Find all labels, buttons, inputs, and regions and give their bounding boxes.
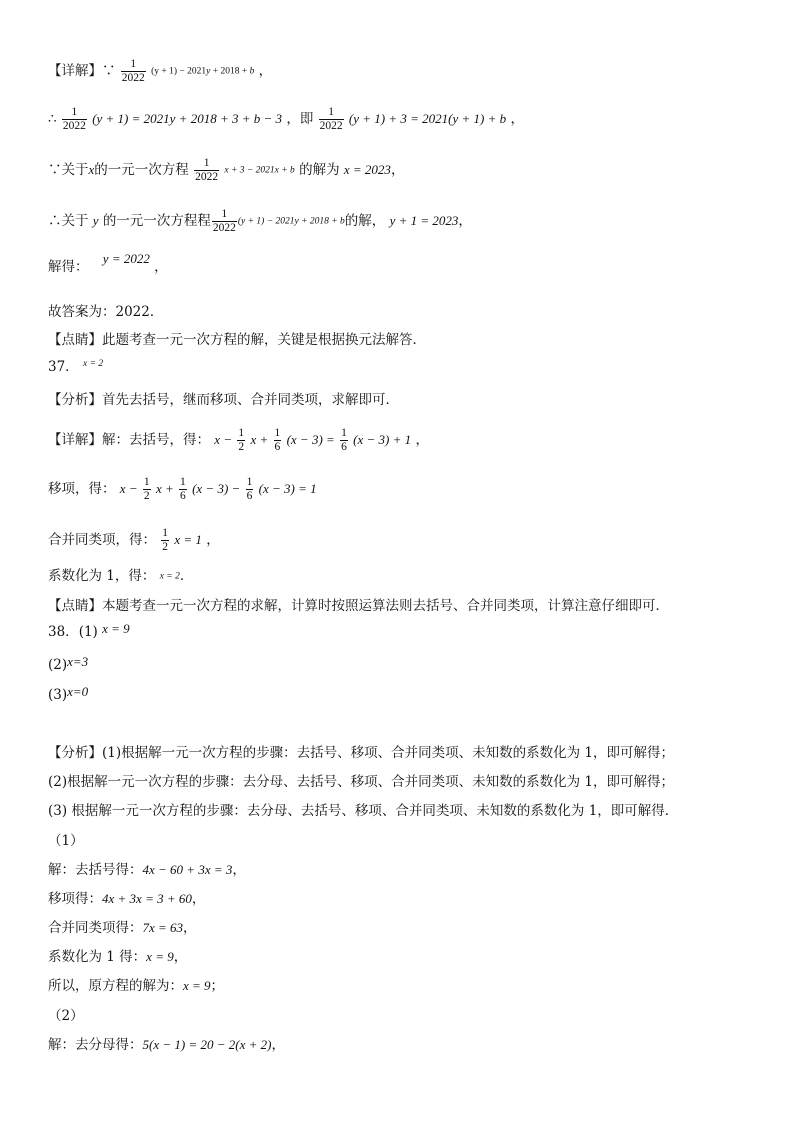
equation: x + 3 − 2021x + b: [224, 165, 295, 176]
line-2: ∴ $\frac{1}{2022}$ (y + 1) = 2021y + 2018 + 3 + b − 3 ，即 $\frac{1}{2022}$ (y + 1) + 3 = 2021(y + 1) + b ，: [48, 106, 524, 132]
part-2-heading: （2）: [48, 1008, 84, 1024]
fraction: $\frac{1}{6}$: [180, 476, 186, 502]
fraction: $\frac{1}{2022}$: [121, 58, 145, 84]
solution: y + 1 = 2023: [389, 213, 459, 228]
fraction: $\frac{1}{6}$: [341, 427, 347, 453]
solution: x = 2023: [343, 162, 391, 177]
question-38-part-1: 38．(1) x = 9: [48, 621, 130, 640]
line-9: 【分析】首先去括号，继而移项、合并同类项，求解即可．: [48, 392, 399, 408]
fraction: $\frac{1}{6}$: [274, 427, 281, 453]
question-37: 37． $^{x = 2}$: [48, 358, 104, 375]
equation: x = 9: [183, 978, 211, 993]
line-11: 移项，得： x − $\frac{1}{2}$ x + $\frac{1}{6}$ (x − 3) − $\frac{1}{6}$ (x − 3) = 1: [48, 476, 317, 502]
line-5: 解得： y = 2022 ，: [48, 251, 168, 275]
fraction: $\frac{1}{2}$: [143, 476, 150, 502]
equation: (y + 1) − 2021y + 2018 + b: [237, 216, 345, 227]
fraction: $\frac{1}{2022}$: [62, 106, 86, 132]
line-22: 解：去括号得：4x − 60 + 3x = 3，: [48, 862, 246, 878]
answer: x=0: [67, 684, 89, 699]
equation: (y + 1) − 2021: [151, 66, 207, 77]
line-14: 【点睛】本题考查一元一次方程的求解，计算时按照运算法则去括号、合并同类项，计算注意仔细即可．: [48, 598, 669, 614]
line-26: 所以，原方程的解为：x = 9；: [48, 978, 225, 994]
question-38-part-3: (3)x=0: [48, 684, 89, 703]
line-6: 故答案为：2022．: [48, 304, 164, 320]
answer: x = 9: [102, 621, 130, 636]
question-38-part-2: (2)x=3: [48, 654, 89, 673]
answer: x=3: [67, 654, 89, 669]
line-3: ∵关于x的一元一次方程 $\frac{1}{2022}$ x + 3 − 2021x + b 的解为 x = 2023，: [48, 157, 405, 183]
equation: (y + 1) = 2021y + 2018 + 3 + b − 3: [92, 111, 283, 126]
line-7: 【点睛】此题考查一元一次方程的解，关键是根据换元法解答．: [48, 332, 426, 348]
line-24: 合并同类项得：7x = 63，: [48, 920, 197, 936]
line-23: 移项得：4x + 3x = 3 + 60，: [48, 891, 206, 907]
fraction: $\frac{1}{2022}$: [195, 157, 219, 183]
equation: x = 9: [146, 949, 174, 964]
line-28: 解：去分母得：5(x − 1) = 20 − 2(x + 2)，: [48, 1037, 285, 1053]
solution: y = 2022: [102, 251, 150, 266]
line-10: 【详解】解：去括号，得： x − $\frac{1}{2}$ x + $\frac{1}{6}$ (x − 3) = $\frac{1}{6}$ (x − 3) + 1 ，: [48, 427, 429, 453]
line-19: (2)根据解一元一次方程的步骤：去分母、去括号、移项、合并同类项、未知数的系数化为 1，即可解得；: [48, 774, 675, 790]
part-1-heading: （1）: [48, 833, 84, 849]
fraction: $\frac{1}{2}$: [162, 527, 169, 553]
equation: 4x + 3x = 3 + 60: [102, 891, 192, 906]
equation: (y + 1) + 3 = 2021(y + 1) + b: [348, 111, 507, 126]
fraction: $\frac{1}{2}$: [238, 427, 245, 453]
equation: 4x − 60 + 3x = 3: [142, 862, 233, 877]
equation: 5(x − 1) = 20 − 2(x + 2): [142, 1037, 272, 1052]
line-13: 系数化为 1，得： x = 2．: [48, 568, 194, 584]
line-18: 【分析】(1)根据解一元一次方程的步骤：去括号、移项、合并同类项、未知数的系数化为 1，即可解得；: [48, 745, 675, 761]
fraction: $\frac{1}{2022}$: [319, 106, 343, 132]
line-20: (3) 根据解一元一次方程的步骤：去分母、去括号、移项、合并同类项、未知数的系数化为 1，即可解得．: [48, 803, 679, 819]
fraction: $\frac{1}{6}$: [246, 476, 253, 502]
equation: 7x = 63: [142, 920, 184, 935]
detail-tag: 【详解】∵: [48, 63, 116, 79]
line-25: 系数化为 1 得：x = 9，: [48, 949, 188, 965]
answer: x = 2: [82, 358, 104, 369]
solution: x = 2: [159, 571, 180, 582]
fraction: $\frac{1}{2022}$: [212, 208, 236, 234]
line-4: ∴关于 y 的一元一次方程程 $\frac{1}{2022}$ (y + 1) − 2021y + 2018 + b的解， y + 1 = 2023，: [48, 208, 472, 234]
line-12: 合并同类项，得： $\frac{1}{2}$ x = 1 ，: [48, 527, 220, 553]
line-1: 【详解】∵ $\frac{1}{2022}$ (y + 1) − 2021y + 2018 + b ，: [48, 58, 273, 84]
